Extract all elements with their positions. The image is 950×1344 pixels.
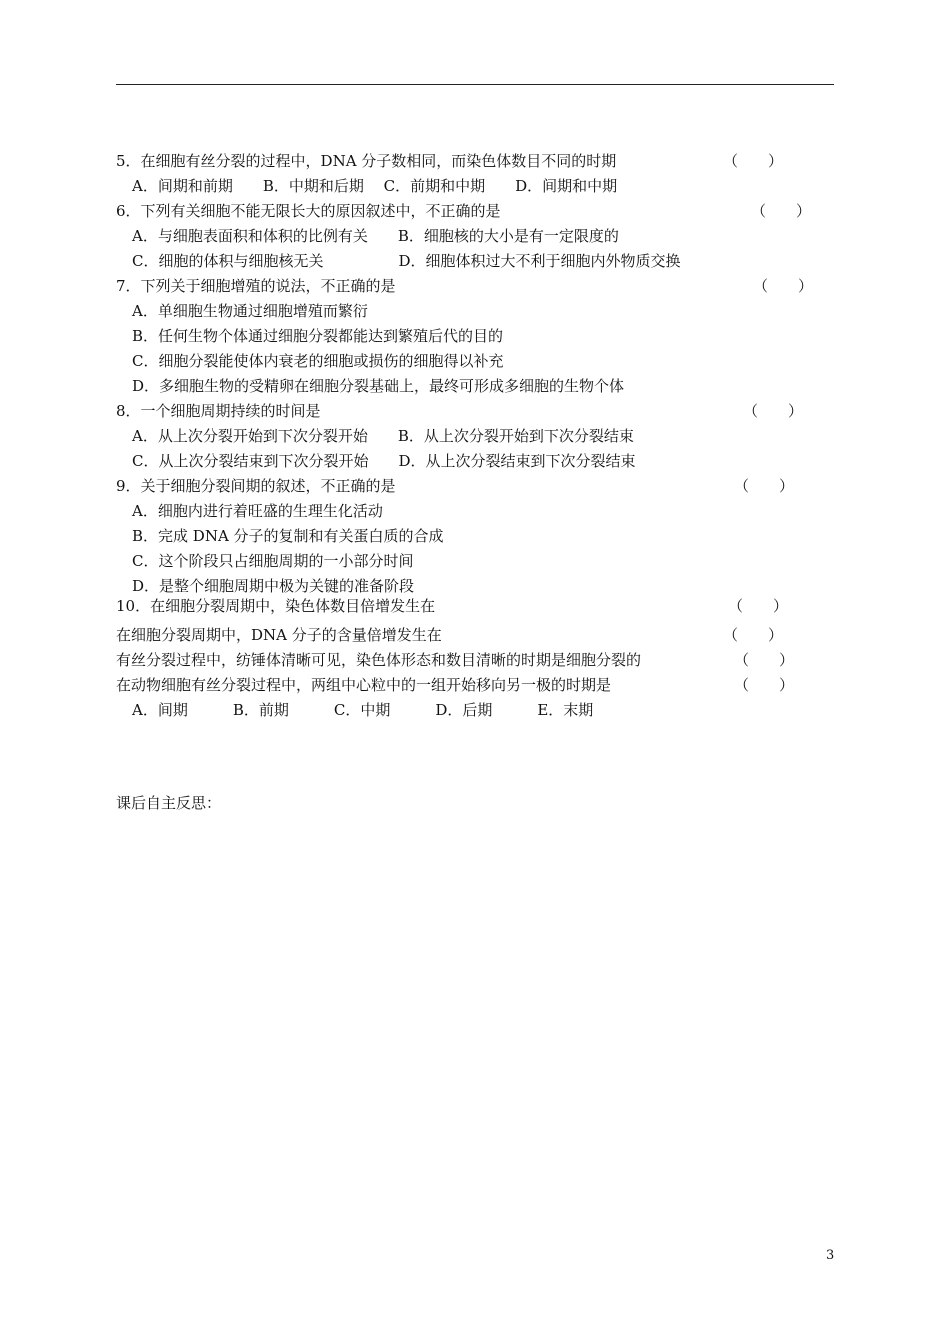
- option-9b: B．完成 DNA 分子的复制和有关蛋白质的合成: [132, 527, 444, 545]
- options-5: A．间期和前期 B．中期和后期 C．前期和中期 D．间期和中期: [132, 177, 618, 195]
- question-10-centriole: 在动物细胞有丝分裂过程中，两组中心粒中的一组开始移向另一极的时期是: [116, 676, 612, 694]
- page-number: 3: [826, 1248, 835, 1263]
- options-6-ab: A．与细胞表面积和体积的比例有关 B．细胞核的大小是有一定限度的: [132, 227, 619, 245]
- question-7: 7．下列关于细胞增殖的说法，不正确的是: [116, 277, 396, 295]
- answer-paren-9: （ ）: [734, 477, 795, 495]
- options-8-ab: A．从上次分裂开始到下次分裂开始 B．从上次分裂开始到下次分裂结束: [132, 427, 634, 445]
- question-8: 8．一个细胞周期持续的时间是: [116, 402, 321, 420]
- options-8-cd: C．从上次分裂结束到下次分裂开始 D．从上次分裂结束到下次分裂结束: [132, 452, 636, 470]
- option-9a: A．细胞内进行着旺盛的生理生化活动: [132, 502, 383, 520]
- option-7a: A．单细胞生物通过细胞增殖而繁衍: [132, 302, 368, 320]
- question-9: 9．关于细胞分裂间期的叙述，不正确的是: [116, 477, 396, 495]
- option-7b: B．任何生物个体通过细胞分裂都能达到繁殖后代的目的: [132, 327, 504, 345]
- option-9c: C．这个阶段只占细胞周期的一小部分时间: [132, 552, 414, 570]
- answer-paren-8: （ ）: [743, 402, 804, 420]
- option-7c: C．细胞分裂能使体内衰老的细胞或损伤的细胞得以补充: [132, 352, 504, 370]
- question-10-dna: 在细胞分裂周期中，DNA 分子的含量倍增发生在: [116, 626, 442, 644]
- answer-paren-5: （ ）: [723, 152, 784, 170]
- answer-paren-10b: （ ）: [723, 626, 784, 644]
- question-6: 6．下列有关细胞不能无限长大的原因叙述中，不正确的是: [116, 202, 501, 220]
- options-6-cd: C．细胞的体积与细胞核无关 D．细胞体积过大不利于细胞内外物质交换: [132, 252, 681, 270]
- question-10: 10．在细胞分裂周期中，染色体数目倍增发生在: [116, 597, 436, 615]
- answer-paren-10a: （ ）: [728, 597, 789, 615]
- header-rule: [116, 84, 834, 85]
- answer-paren-7: （ ）: [753, 277, 814, 295]
- option-7d: D．多细胞生物的受精卵在细胞分裂基础上，最终可形成多细胞的生物个体: [132, 377, 625, 395]
- question-5: 5．在细胞有丝分裂的过程中，DNA 分子数相同，而染色体数目不同的时期: [116, 152, 617, 170]
- option-9d: D．是整个细胞周期中极为关键的准备阶段: [132, 577, 415, 595]
- question-10-spindle: 有丝分裂过程中，纺锤体清晰可见，染色体形态和数目清晰的时期是细胞分裂的: [116, 651, 642, 669]
- answer-paren-10c: （ ）: [734, 651, 795, 669]
- answer-paren-6: （ ）: [751, 202, 812, 220]
- reflection-label: 课后自主反思：: [116, 794, 222, 812]
- answer-paren-10d: （ ）: [734, 676, 795, 694]
- options-10: A．间期 B．前期 C．中期 D．后期 E．末期: [132, 701, 594, 719]
